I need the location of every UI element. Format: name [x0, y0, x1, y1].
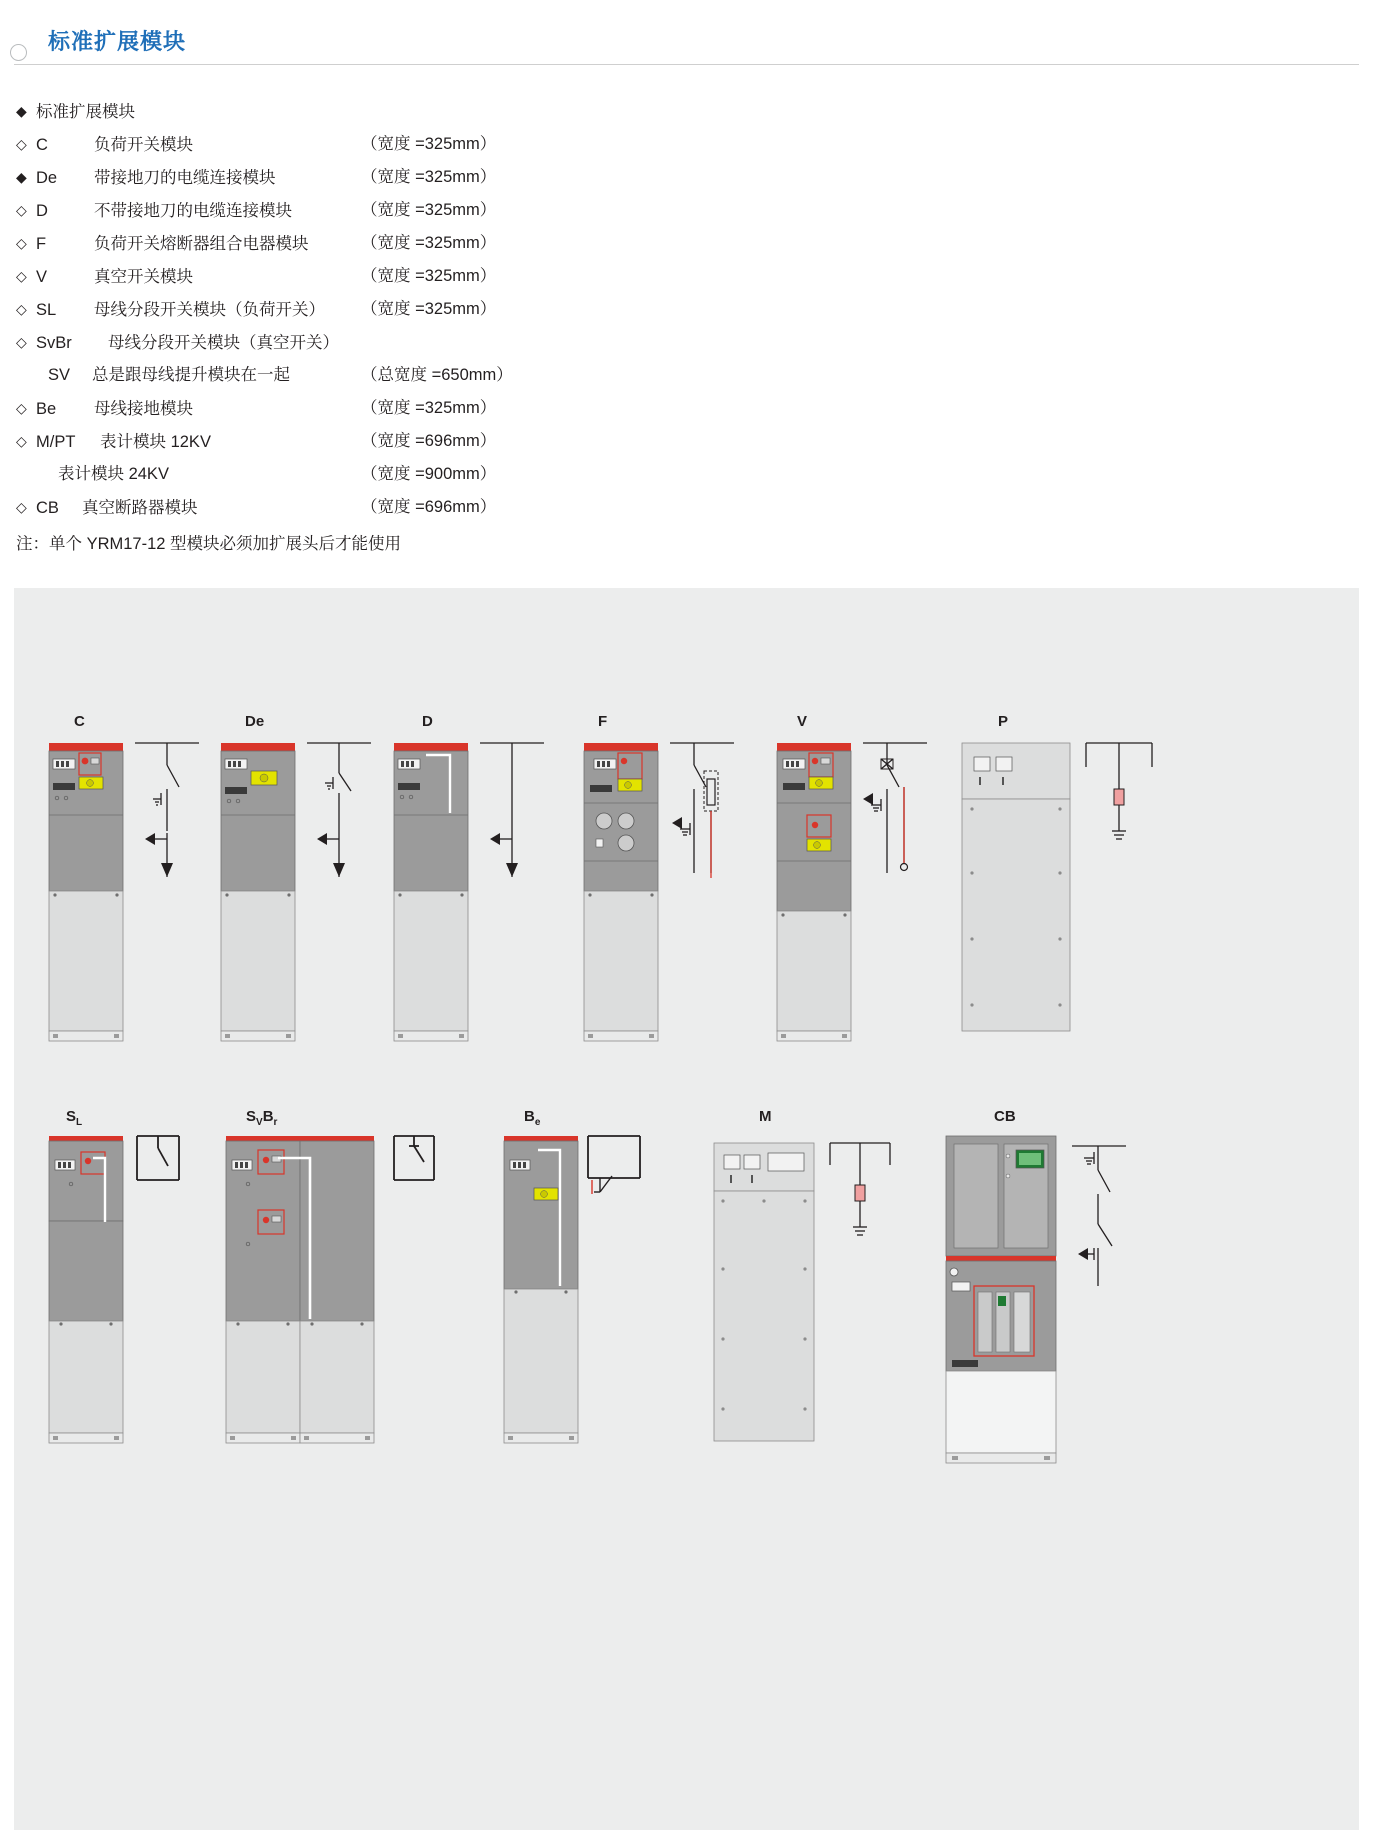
cabinet-label-de: De [245, 713, 265, 730]
list-item [16, 392, 1016, 425]
list-width: （宽度 =696mm） [361, 432, 497, 450]
module-list [16, 95, 1016, 561]
cabinet-v [777, 743, 927, 1041]
list-note: 注：单个 YRM17-12 型模块必须加扩展头后才能使用 [16, 535, 402, 553]
cabinet-f [584, 743, 734, 1041]
cabinet-cb [946, 1136, 1126, 1463]
list-desc: 母线分段开关模块（真空开关） [108, 334, 339, 352]
list-item [16, 128, 1016, 161]
list-code: D [36, 202, 48, 220]
list-code: SV [48, 366, 71, 384]
list-code: De [36, 169, 58, 187]
cabinet-label-v: V [797, 713, 808, 730]
cabinet-label-c: C [74, 713, 85, 730]
list-item [16, 359, 1016, 392]
page-header [0, 0, 1373, 66]
list-width: （宽度 =325mm） [361, 267, 497, 285]
list-code: M/PT [36, 433, 76, 451]
label-sub: e [534, 1117, 541, 1128]
list-desc: 负荷开关熔断器组合电器模块 [94, 235, 309, 253]
list-item [16, 425, 1016, 458]
list-item [16, 95, 1016, 128]
list-desc: 不带接地刀的电缆连接模块 [94, 202, 292, 220]
label-main: B [524, 1108, 535, 1125]
list-code: C [36, 136, 48, 154]
list-width: （宽度 =325mm） [361, 135, 497, 153]
cabinet-svbr [226, 1136, 434, 1443]
list-item [16, 194, 1016, 227]
list-desc: 母线接地模块 [94, 400, 193, 418]
cabinet-p [962, 743, 1152, 1031]
figure-panel [14, 588, 1359, 1830]
list-desc: 母线分段开关模块（负荷开关） [94, 301, 325, 319]
list-desc: 负荷开关模块 [94, 136, 193, 154]
label-main: S [246, 1108, 257, 1125]
label-sub2: r [273, 1117, 278, 1128]
label-sub: L [76, 1117, 83, 1128]
cabinet-be [504, 1136, 640, 1443]
cabinet-c [49, 743, 199, 1041]
cabinet-d [394, 743, 544, 1041]
list-desc: 真空开关模块 [94, 268, 193, 286]
list-width: （宽度 =325mm） [361, 168, 497, 186]
list-item [16, 227, 1016, 260]
list-bullet: ◇ [16, 301, 27, 317]
cabinet-label-d: D [422, 713, 433, 730]
list-width: （宽度 =900mm） [361, 465, 497, 483]
header-divider [14, 64, 1359, 65]
list-item [16, 161, 1016, 194]
switchgear-diagrams [14, 588, 1359, 1830]
cabinet-label-m: M [759, 1108, 772, 1125]
list-desc: 表计模块 12KV [100, 433, 211, 451]
list-desc: 真空断路器模块 [82, 499, 198, 517]
list-code: V [36, 268, 48, 286]
list-code: CB [36, 499, 59, 517]
list-width: （宽度 =325mm） [361, 300, 497, 318]
list-bullet: ◇ [16, 202, 27, 218]
list-bullet: ◆ [16, 103, 27, 119]
list-bullet: ◇ [16, 136, 27, 152]
list-bullet: ◇ [16, 433, 27, 449]
circle-icon [10, 44, 27, 61]
cabinet-label-p: P [998, 713, 1009, 730]
list-width: （总宽度 =650mm） [361, 366, 513, 384]
list-code: F [36, 235, 47, 253]
list-bullet: ◇ [16, 400, 27, 416]
list-code: SvBr [36, 334, 72, 352]
list-bullet: ◇ [16, 499, 27, 515]
list-item [16, 293, 1016, 326]
list-item [16, 260, 1016, 293]
list-width: （宽度 =325mm） [361, 234, 497, 252]
label-main: S [66, 1108, 77, 1125]
list-bullet: ◆ [16, 169, 27, 185]
label-sub: V [256, 1117, 263, 1128]
list-width: （宽度 =325mm） [361, 201, 497, 219]
list-desc: 表计模块 24KV [58, 465, 169, 483]
cabinet-sl [49, 1136, 179, 1443]
list-item [16, 326, 1016, 359]
list-bullet: ◇ [16, 235, 27, 251]
list-code: Be [36, 400, 57, 418]
page-title: 标准扩展模块 [48, 29, 187, 54]
list-bullet: ◇ [16, 334, 27, 350]
cabinet-label-f: F [598, 713, 608, 730]
list-desc: 总是跟母线提升模块在一起 [92, 366, 290, 384]
list-bullet: ◇ [16, 268, 27, 284]
list-code: 标准扩展模块 [36, 103, 135, 121]
label-main2: B [262, 1108, 274, 1125]
cabinet-m [714, 1143, 890, 1441]
list-width: （宽度 =696mm） [361, 498, 497, 516]
list-desc: 带接地刀的电缆连接模块 [94, 169, 276, 187]
cabinet-label-cb: CB [994, 1108, 1016, 1125]
list-code: SL [36, 301, 57, 319]
list-item [16, 458, 1016, 491]
cabinet-de [221, 743, 371, 1041]
list-item [16, 491, 1016, 524]
list-width: （宽度 =325mm） [361, 399, 497, 417]
